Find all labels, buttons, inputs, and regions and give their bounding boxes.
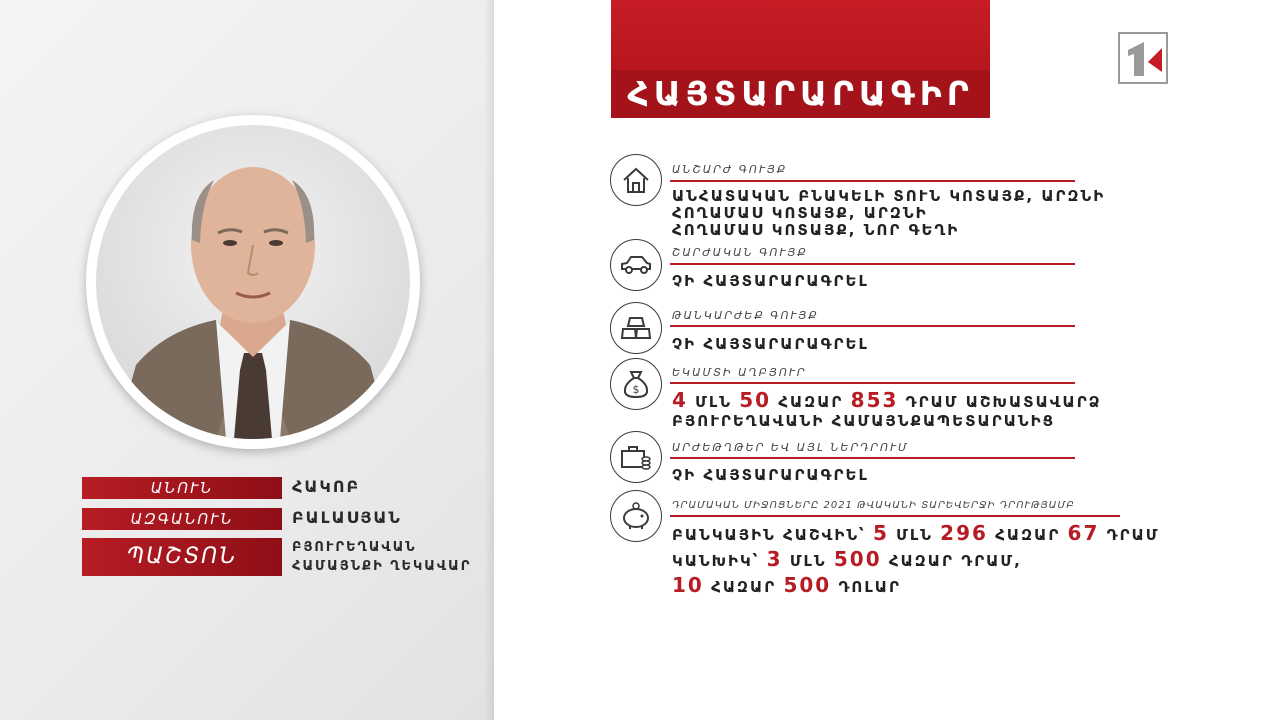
bank-unit-dram: ԴՐԱՄ — [1106, 526, 1160, 544]
income-line2: ԲՅՈՒՐԵՂԱՎԱՆԻ ՀԱՄԱՅՆՔԱՊԵՏԱՐԱՆԻՑ — [672, 412, 1056, 430]
cash-text: ԿԱՆԽԻԿ՝ — [672, 552, 760, 570]
income-unit-mln: ՄԼՆ — [695, 393, 732, 411]
position-value-line1: ԲՅՈՒՐԵՂԱՎԱՆ — [292, 540, 417, 555]
svg-text:$: $ — [632, 383, 640, 396]
income-divider — [670, 382, 1075, 384]
bank-millions: 5 — [872, 521, 889, 545]
usd-tens: 10 — [672, 573, 704, 597]
bank-unit-mln: ՄԼՆ — [896, 526, 933, 544]
usd-hundreds: 500 — [783, 573, 832, 597]
channel-one-logo — [1118, 32, 1168, 84]
securities-label: ԱՐԺԵԹՂԹԵՐ ԵՎ ԱՅԼ ՆԵՐԴՐՈՒՄ — [672, 441, 909, 454]
briefcase-coins-icon — [610, 431, 662, 483]
bank-units: 67 — [1067, 521, 1100, 545]
securities-divider — [670, 457, 1075, 459]
real-estate-value — [672, 188, 1105, 239]
income-value — [672, 389, 1102, 430]
movable-divider — [670, 263, 1075, 265]
bank-account-line — [672, 521, 1159, 547]
valuables-value: ՉԻ ՀԱՅՏԱՐԱՐԱԳՐԵԼ — [672, 335, 869, 353]
movable-label: ՇԱՐԺԱԿԱՆ ԳՈՒՅՔ — [672, 246, 808, 259]
real-estate-divider — [670, 180, 1075, 182]
securities-value: ՉԻ ՀԱՅՏԱՐԱՐԱԳՐԵԼ — [672, 466, 869, 484]
income-label: ԵԿԱՄՏԻ ԱՂԲՅՈՒՐ — [672, 366, 807, 379]
income-millions: 4 — [672, 388, 688, 412]
position-value — [292, 538, 471, 576]
usd-line — [672, 573, 1159, 599]
bank-thousands: 296 — [940, 521, 988, 545]
income-line1 — [672, 389, 1102, 413]
bank-unit-thousand: ՀԱԶԱՐ — [995, 526, 1061, 544]
cash-thousands: 500 — [833, 547, 882, 571]
portrait-photo — [96, 125, 410, 439]
real-estate-line3: ՀՈՂԱՄԱՍ ԿՈՏԱՅՔ, ՆՈՐ ԳԵՂԻ — [672, 221, 960, 239]
cash-millions: 3 — [766, 547, 783, 571]
income-unit-dram: ԴՐԱՄ ԱՇԽԱՏԱՎԱՐՁ — [905, 393, 1102, 411]
valuables-label: ԹԱՆԿԱՐԺԵՔ ԳՈՒՅՔ — [672, 309, 819, 322]
page-title: ՀԱՅՏԱՐԱՐԱԳԻՐ — [627, 74, 974, 113]
position-value-line2: ՀԱՄԱՅՆՔԻ ՂԵԿԱՎԱՐ — [292, 559, 472, 574]
cash-unit-thousand-dram: ՀԱԶԱՐ ԴՐԱՄ, — [888, 552, 1022, 570]
piggy-bank-icon — [610, 490, 662, 542]
house-icon — [610, 154, 662, 206]
cash-line — [672, 547, 1159, 573]
name-label: ԱՆՈՒՆ — [82, 477, 282, 499]
bank-account-text: ԲԱՆԿԱՅԻՆ ՀԱՇՎԻՆ՝ — [672, 526, 866, 544]
real-estate-line1: ԱՆՀԱՏԱԿԱՆ ԲՆԱԿԵԼԻ ՏՈՒՆ ԿՈՏԱՅՔ, ԱՐԶՆԻ — [672, 187, 1106, 205]
money-bag-icon — [610, 358, 662, 410]
cash-value — [672, 521, 1159, 599]
gold-bars-icon — [610, 302, 662, 354]
position-label: ՊԱՇՏՈՆ — [82, 538, 282, 576]
cash-unit-mln: ՄԼՆ — [789, 552, 827, 570]
income-units: 853 — [850, 388, 899, 412]
income-unit-thousand: ՀԱԶԱՐ — [778, 393, 844, 411]
real-estate-line2: ՀՈՂԱՄԱՍ ԿՈՏԱՅՔ, ԱՐԶՆԻ — [672, 204, 928, 222]
usd-unit-thousand: ՀԱԶԱՐ — [711, 578, 777, 596]
portrait-frame — [86, 115, 420, 449]
valuables-divider — [670, 325, 1075, 327]
cash-label: ԴՐԱՄԱԿԱՆ ՄԻՋՈՑՆԵՐԸ 2021 ԹՎԱԿԱՆԻ ՏԱՐԵՎԵՐՋԻ ԴՐՈՒԹՅԱՄԲ — [672, 500, 1075, 511]
usd-unit-dollar: ԴՈԼԱՐ — [838, 578, 901, 596]
cash-divider — [670, 515, 1120, 517]
surname-label: ԱԶԳԱՆՈՒՆ — [82, 508, 282, 530]
movable-value: ՉԻ ՀԱՅՏԱՐԱՐԱԳՐԵԼ — [672, 272, 869, 290]
real-estate-label: ԱՆՇԱՐԺ ԳՈՒՅՔ — [672, 163, 788, 176]
surname-value: ԲԱԼԱՍՅԱՆ — [292, 508, 402, 527]
name-value: ՀԱԿՈԲ — [292, 477, 361, 496]
car-icon — [610, 239, 662, 291]
income-thousands: 50 — [739, 388, 772, 412]
